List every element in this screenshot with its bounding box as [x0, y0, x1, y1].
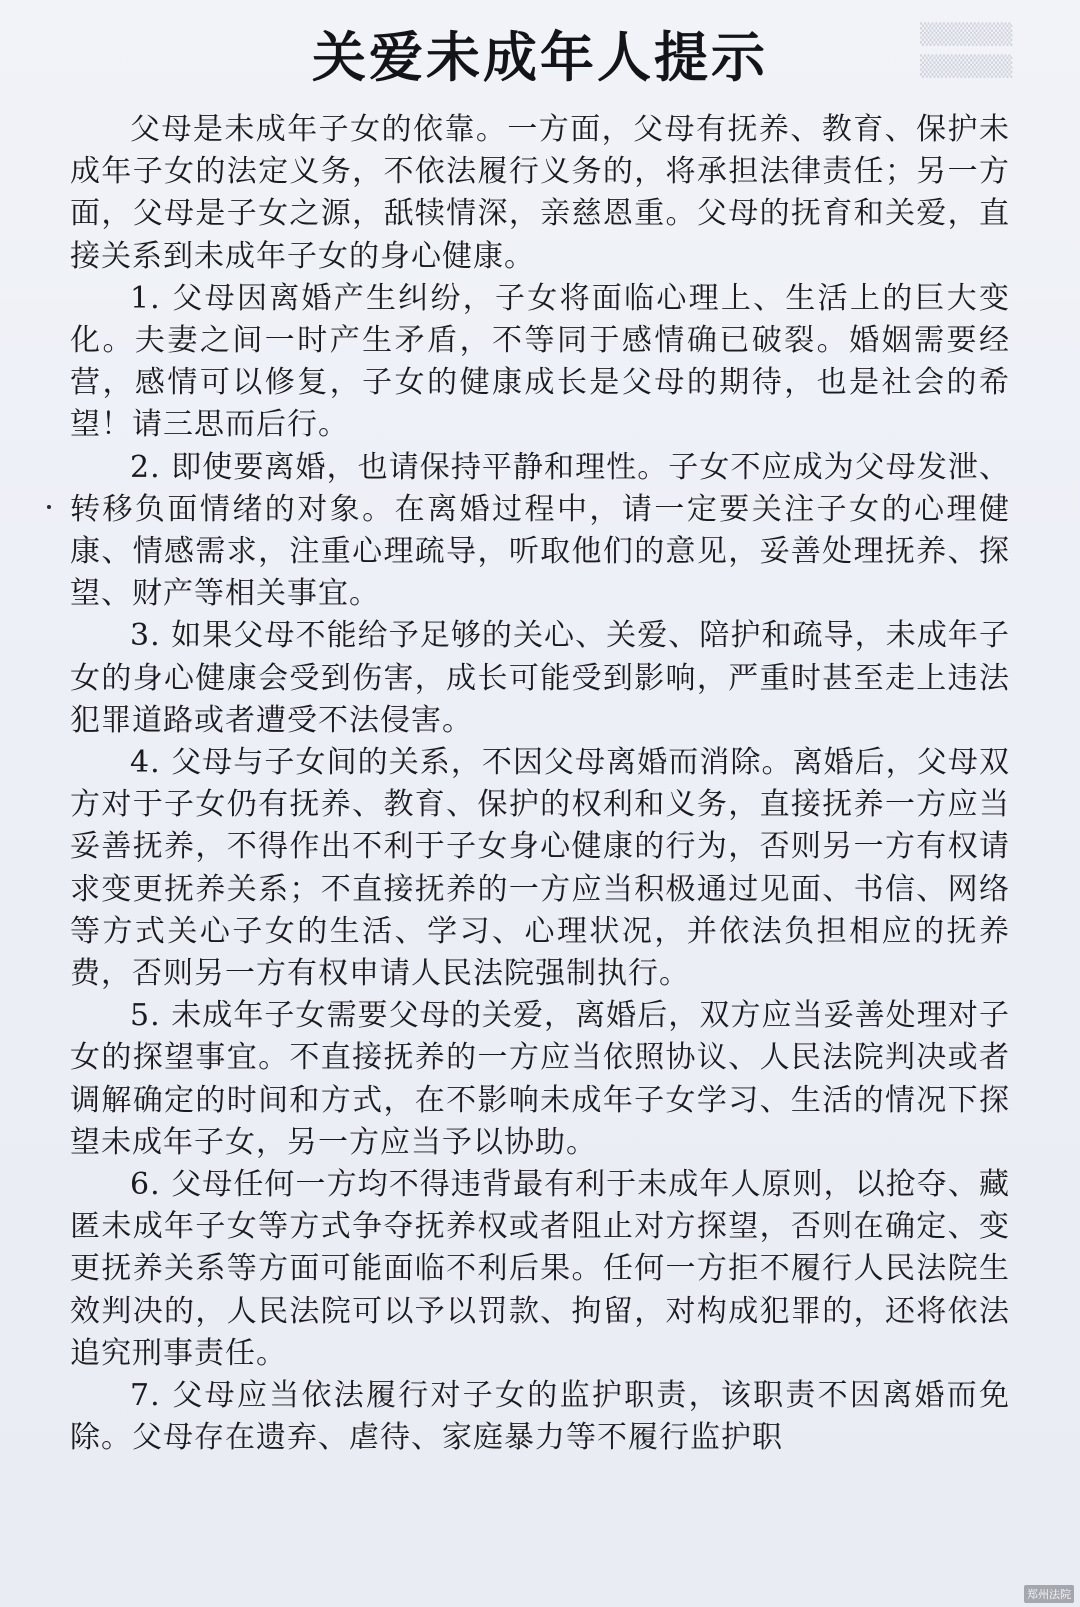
item-paragraph-7: 7. 父母应当依法履行对子女的监护职责，该职责不因离婚而免除。父母存在遗弃、虐待、家庭暴力等不履行监护职	[70, 1378, 1010, 1456]
intro-paragraph: 父母是未成年子女的依靠。一方面，父母有抚养、教育、保护未成年子女的法定义务，不依法履行义务的，将承担法律责任；另一方面，父母是子女之源，舐犊情深，亲慈恩重。父母的抚育和关爱，直接关系到未成年子女的身心健康。	[70, 112, 1010, 274]
item-paragraph-6: 6. 父母任何一方均不得违背最有利于未成年人原则，以抢夺、藏匿未成年子女等方式争夺抚养权或者阻止对方探望，否则在确定、变更抚养关系等方面可能面临不利后果。任何一方拒不履行人民法院生效判决的，人民法院可以予以罚款、拘留，对构成犯罪的，还将依法追究刑事责任。	[70, 1167, 1010, 1371]
item-paragraph-1: 1. 父母因离婚产生纠纷，子女将面临心理上、生活上的巨大变化。夫妻之间一时产生矛盾，不等同于感情确已破裂。婚姻需要经营，感情可以修复，子女的健康成长是父母的期待，也是社会的希望！请三思而后行。	[70, 280, 1010, 443]
print-speck	[47, 505, 51, 509]
item-paragraph-4: 4. 父母与子女间的关系，不因父母离婚而消除。离婚后，父母双方对于子女仍有抚养、教育、保护的权利和义务，直接抚养一方应当妥善抚养，不得作出不利于子女身心健康的行为，否则另一方有权请求变更抚养关系；不直接抚养的一方应当积极通过见面、书信、网络等方式关心子女的生活、学习、心理状况，并依法负担相应的抚养费，否则另一方有权申请人民法院强制执行。	[70, 745, 1010, 992]
item-paragraph-5: 5. 未成年子女需要父母的关爱，离婚后，双方应当妥善处理对子女的探望事宜。不直接抚养的一方应当依照协议、人民法院判决或者调解确定的时间和方式，在不影响未成年子女学习、生活的情况下探望未成年子女，另一方应当予以协助。	[70, 998, 1010, 1160]
source-watermark: 郑州法院	[1024, 1585, 1074, 1603]
item-paragraph-3: 3. 如果父母不能给予足够的关心、关爱、陪护和疏导，未成年子女的身心健康会受到伤害，成长可能受到影响，严重时甚至走上违法犯罪道路或者遭受不法侵害。	[70, 618, 1010, 738]
item-paragraph-2: 2. 即使要离婚，也请保持平静和理性。子女不应成为父母发泄、转移负面情绪的对象。在离婚过程中，请一定要关注子女的心理健康、情感需求，注重心理疏导，听取他们的意见，妥善处理抚养、探望、财产等相关事宜。	[70, 449, 1010, 612]
document-title: 关爱未成年人提示	[312, 26, 768, 89]
bleed-through-text: ▒▒▒▒▒▒ ▒▒▒▒▒▒	[920, 22, 1013, 78]
document-body	[70, 109, 1010, 1460]
